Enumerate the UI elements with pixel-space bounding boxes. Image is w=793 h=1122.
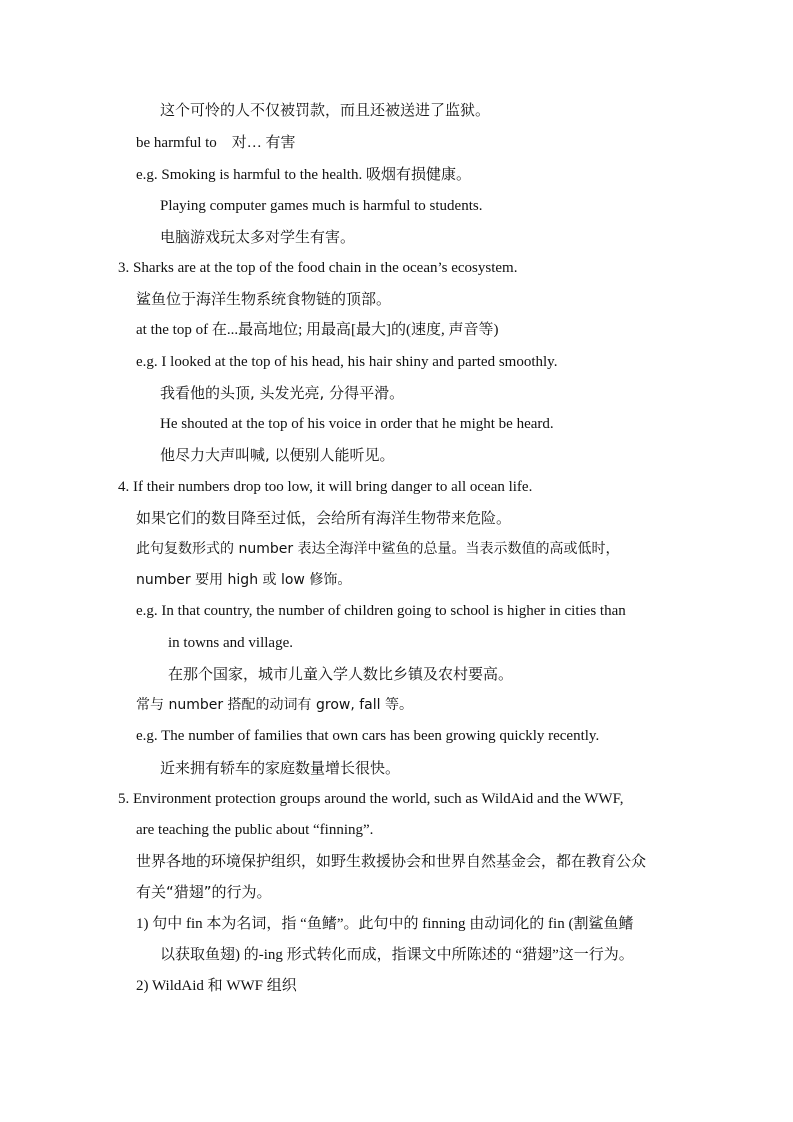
line-11: He shouted at the top of his voice in order that he might be heard.: [160, 416, 554, 432]
line-15: 此句复数形式的 number 表达全海洋中鲨鱼的总量。当表示数值的高或低时，: [136, 541, 620, 557]
line-08: at the top of 在...最高地位; 用最高[最大]的(速度, 声音等): [136, 322, 499, 338]
line-03: e.g. Smoking is harmful to the health. 吸烟有损健康。: [136, 167, 471, 183]
line-29: 2) WildAid 和 WWF 组织: [136, 978, 297, 994]
line-24: are teaching the public about “finning”.: [136, 822, 374, 838]
line-22: 近来拥有轿车的家庭数量增长很快。: [160, 759, 401, 777]
line-07: 鲨鱼位于海洋生物系统食物链的顶部。: [136, 290, 392, 308]
line-23: 5. Environment protection groups around the world, such as WildAid and the WWF,: [118, 791, 624, 807]
line-12: 他尽力大声叫喊, 以便别人能听见。: [160, 446, 395, 464]
line-10: 我看他的头顶, 头发光亮, 分得平滑。: [160, 384, 405, 402]
line-14: 如果它们的数目降至过低，会给所有海洋生物带来危险。: [136, 509, 512, 527]
line-13: 4. If their numbers drop too low, it will bring danger to all ocean life.: [118, 479, 533, 495]
line-28: 以获取鱼翅) 的-ing 形式转化而成，指课文中所陈述的 “猎翅”这一行为。: [160, 947, 634, 963]
line-20: 常与 number 搭配的动词有 grow, fall 等。: [136, 697, 413, 713]
line-27: 1) 句中 fin 本为名词，指 “鱼鳍”。此句中的 finning 由动词化的 fin (割鲨鱼鳍: [136, 916, 634, 932]
line-25: 世界各地的环境保护组织，如野生救援协会和世界自然基金会，都在教育公众: [136, 852, 647, 870]
line-02: be harmful to 对… 有害: [136, 135, 296, 151]
line-19: 在那个国家，城市儿童入学人数比乡镇及农村要高。: [168, 665, 514, 683]
line-06: 3. Sharks are at the top of the food chain in the ocean’s ecosystem.: [118, 260, 518, 276]
line-16: number 要用 high 或 low 修饰。: [136, 572, 352, 588]
line-04: Playing computer games much is harmful to students.: [160, 198, 483, 214]
line-09: e.g. I looked at the top of his head, his hair shiny and parted smoothly.: [136, 354, 558, 370]
line-05: 电脑游戏玩太多对学生有害。: [160, 228, 356, 246]
line-26: 有关“猎翅”的行为。: [136, 883, 272, 901]
line-18: in towns and village.: [168, 635, 293, 651]
line-17: e.g. In that country, the number of children going to school is higher in cities than: [136, 603, 626, 619]
line-01: 这个可怜的人不仅被罚款，而且还被送进了监狱。: [160, 101, 491, 119]
line-21: e.g. The number of families that own cars has been growing quickly recently.: [136, 728, 600, 744]
